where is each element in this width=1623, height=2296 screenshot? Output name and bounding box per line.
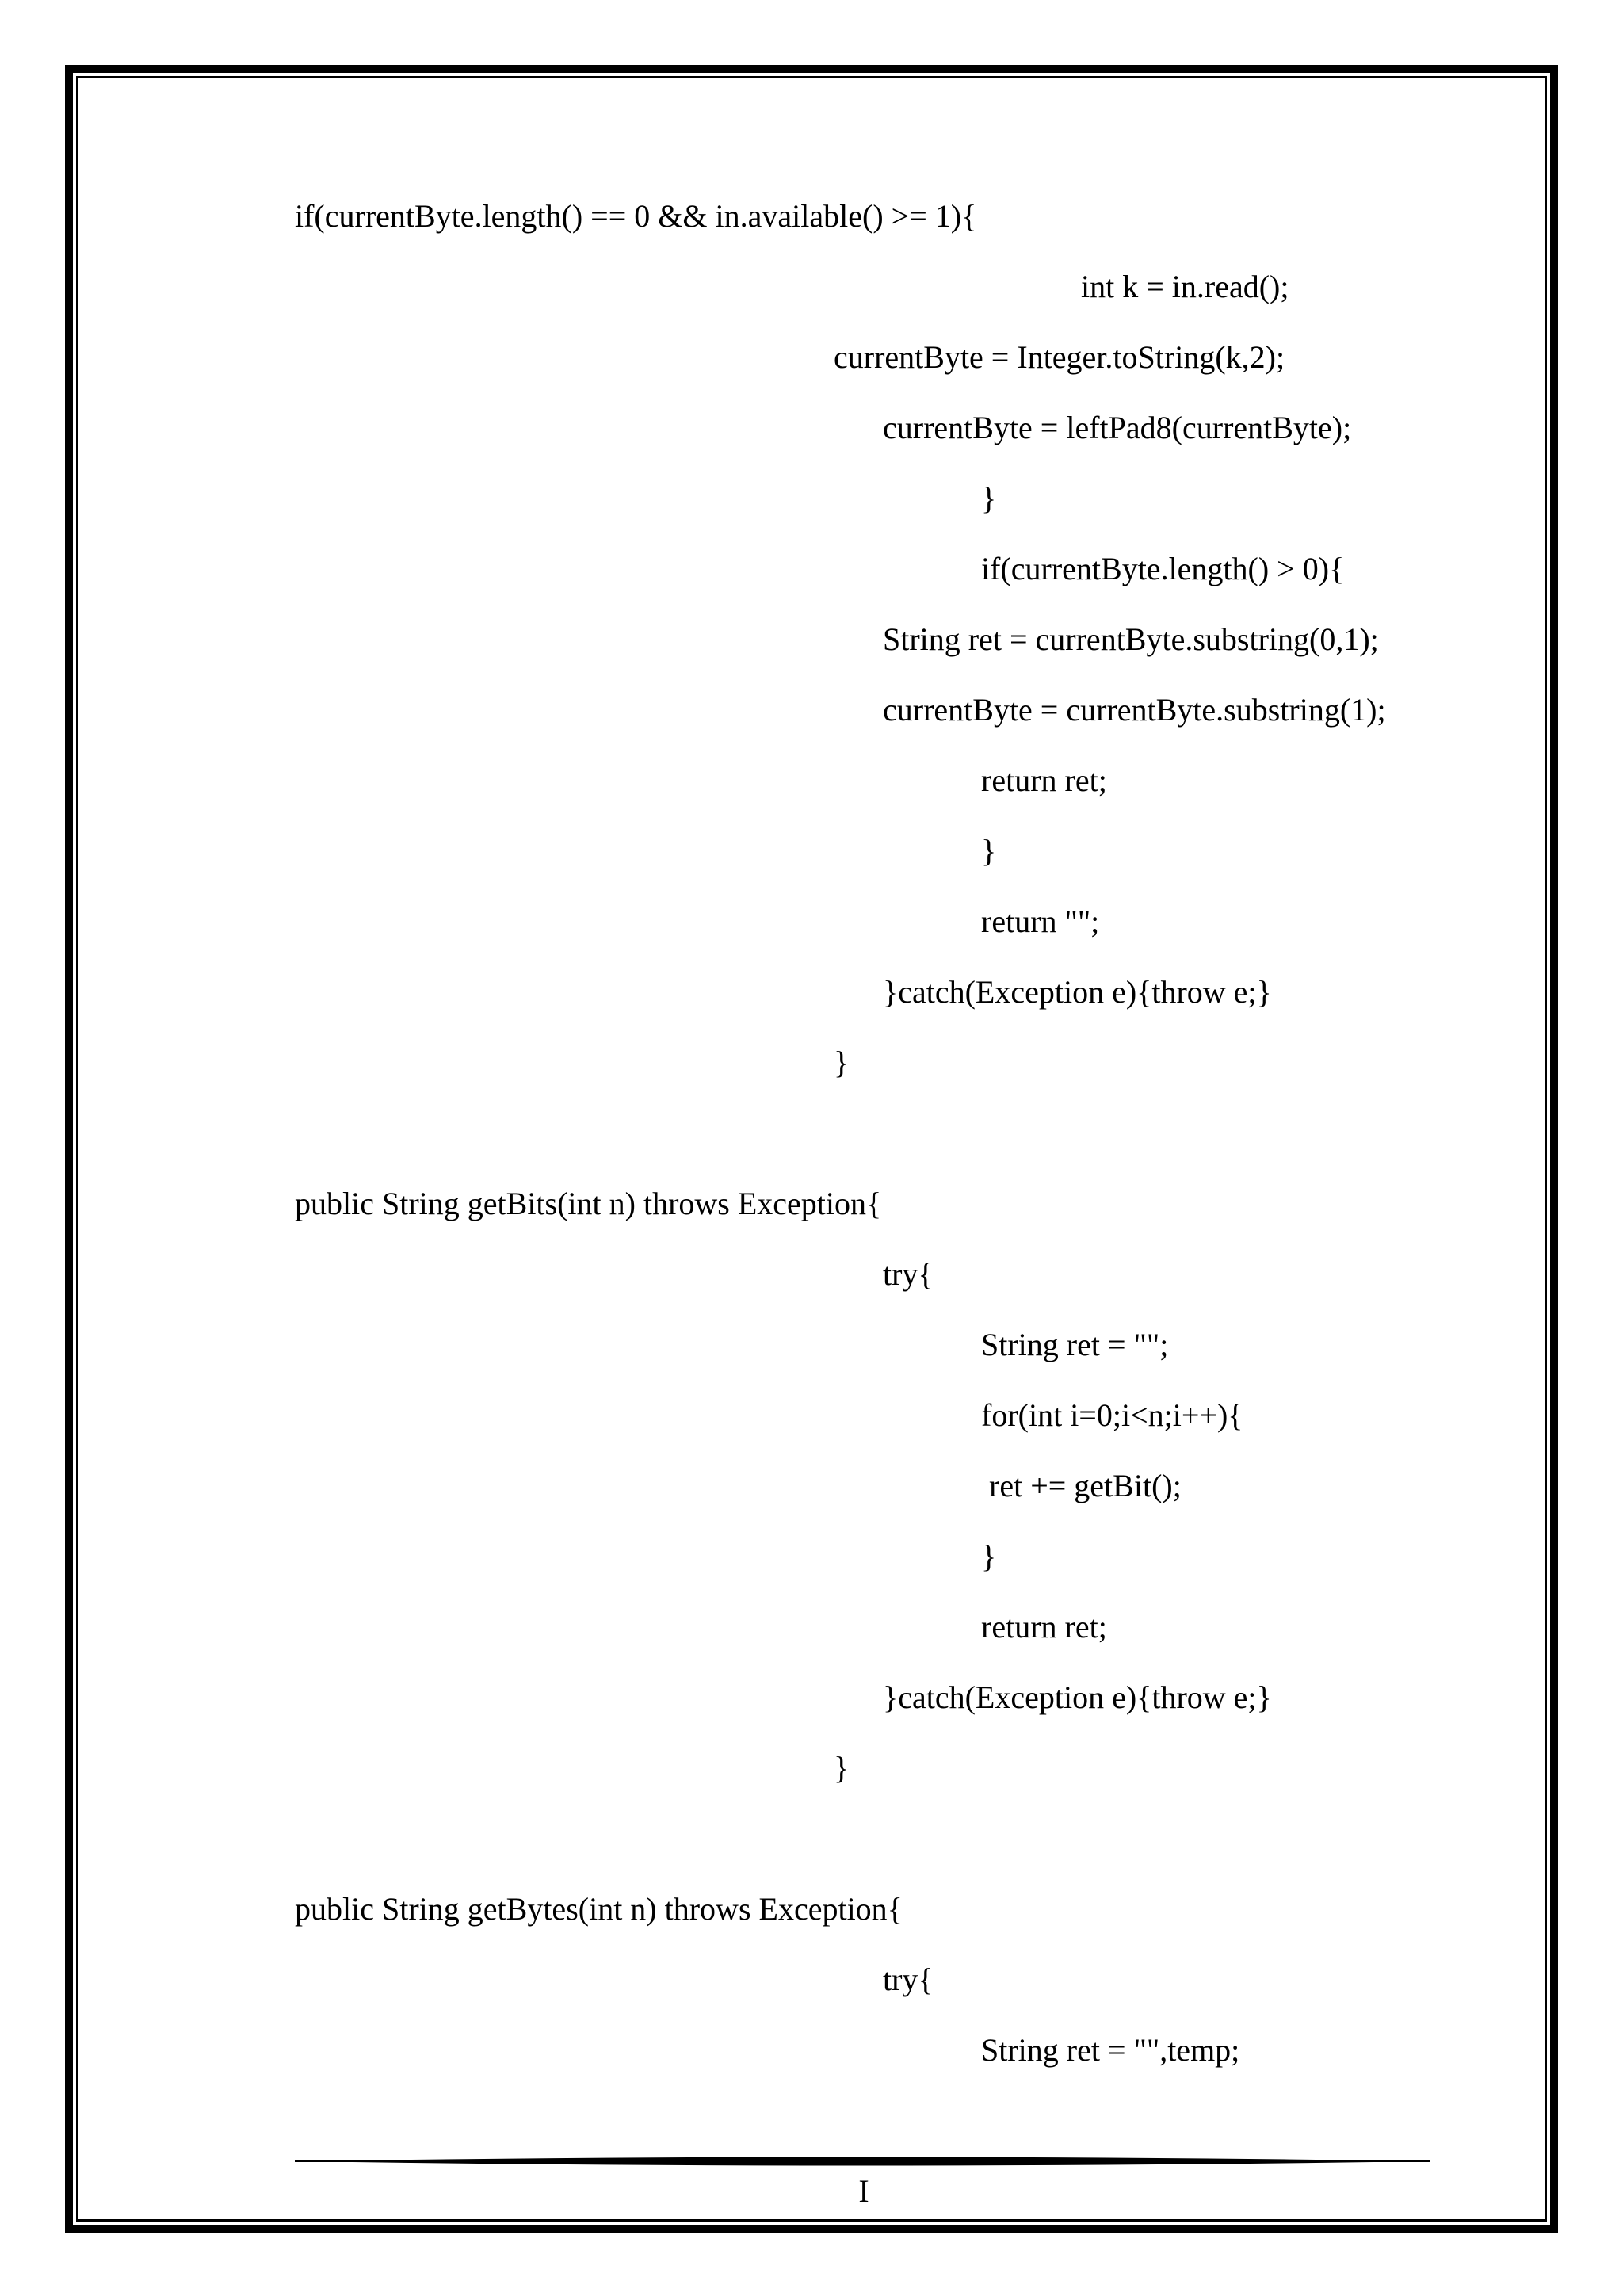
footer-divider [295, 2153, 1430, 2170]
code-line: String ret = ""; [981, 1327, 1169, 1362]
page-number: I [858, 2173, 869, 2209]
code-line: int k = in.read(); [1081, 269, 1289, 304]
code-line: String ret = currentByte.substring(0,1); [883, 621, 1379, 657]
code-line: }catch(Exception e){throw e;} [883, 1679, 1272, 1715]
code-line: if(currentByte.length() == 0 && in.available() >= 1){ [295, 198, 977, 234]
code-line: } [834, 1750, 850, 1786]
code-line: ret += getBit(); [981, 1468, 1182, 1503]
code-line: return ret; [981, 762, 1107, 798]
code-line: currentByte = Integer.toString(k,2); [834, 339, 1285, 375]
code-line: return ""; [981, 904, 1100, 939]
code-line: } [981, 1538, 997, 1574]
code-line: try{ [883, 1962, 934, 1997]
code-line: } [981, 480, 997, 516]
code-line: return ret; [981, 1609, 1107, 1645]
code-line: try{ [883, 1256, 934, 1292]
code-line: public String getBits(int n) throws Exception{ [295, 1186, 882, 1221]
code-line: }catch(Exception e){throw e;} [883, 974, 1272, 1010]
code-line: } [834, 1045, 850, 1080]
code-line: public String getBytes(int n) throws Exception{ [295, 1891, 903, 1927]
code-line: currentByte = leftPad8(currentByte); [883, 410, 1352, 445]
code-line: if(currentByte.length() > 0){ [981, 551, 1345, 586]
code-line: String ret = "",temp; [981, 2032, 1240, 2068]
code-line: currentByte = currentByte.substring(1); [883, 692, 1386, 728]
code-line: } [981, 833, 997, 869]
code-line: for(int i=0;i<n;i++){ [981, 1397, 1243, 1433]
